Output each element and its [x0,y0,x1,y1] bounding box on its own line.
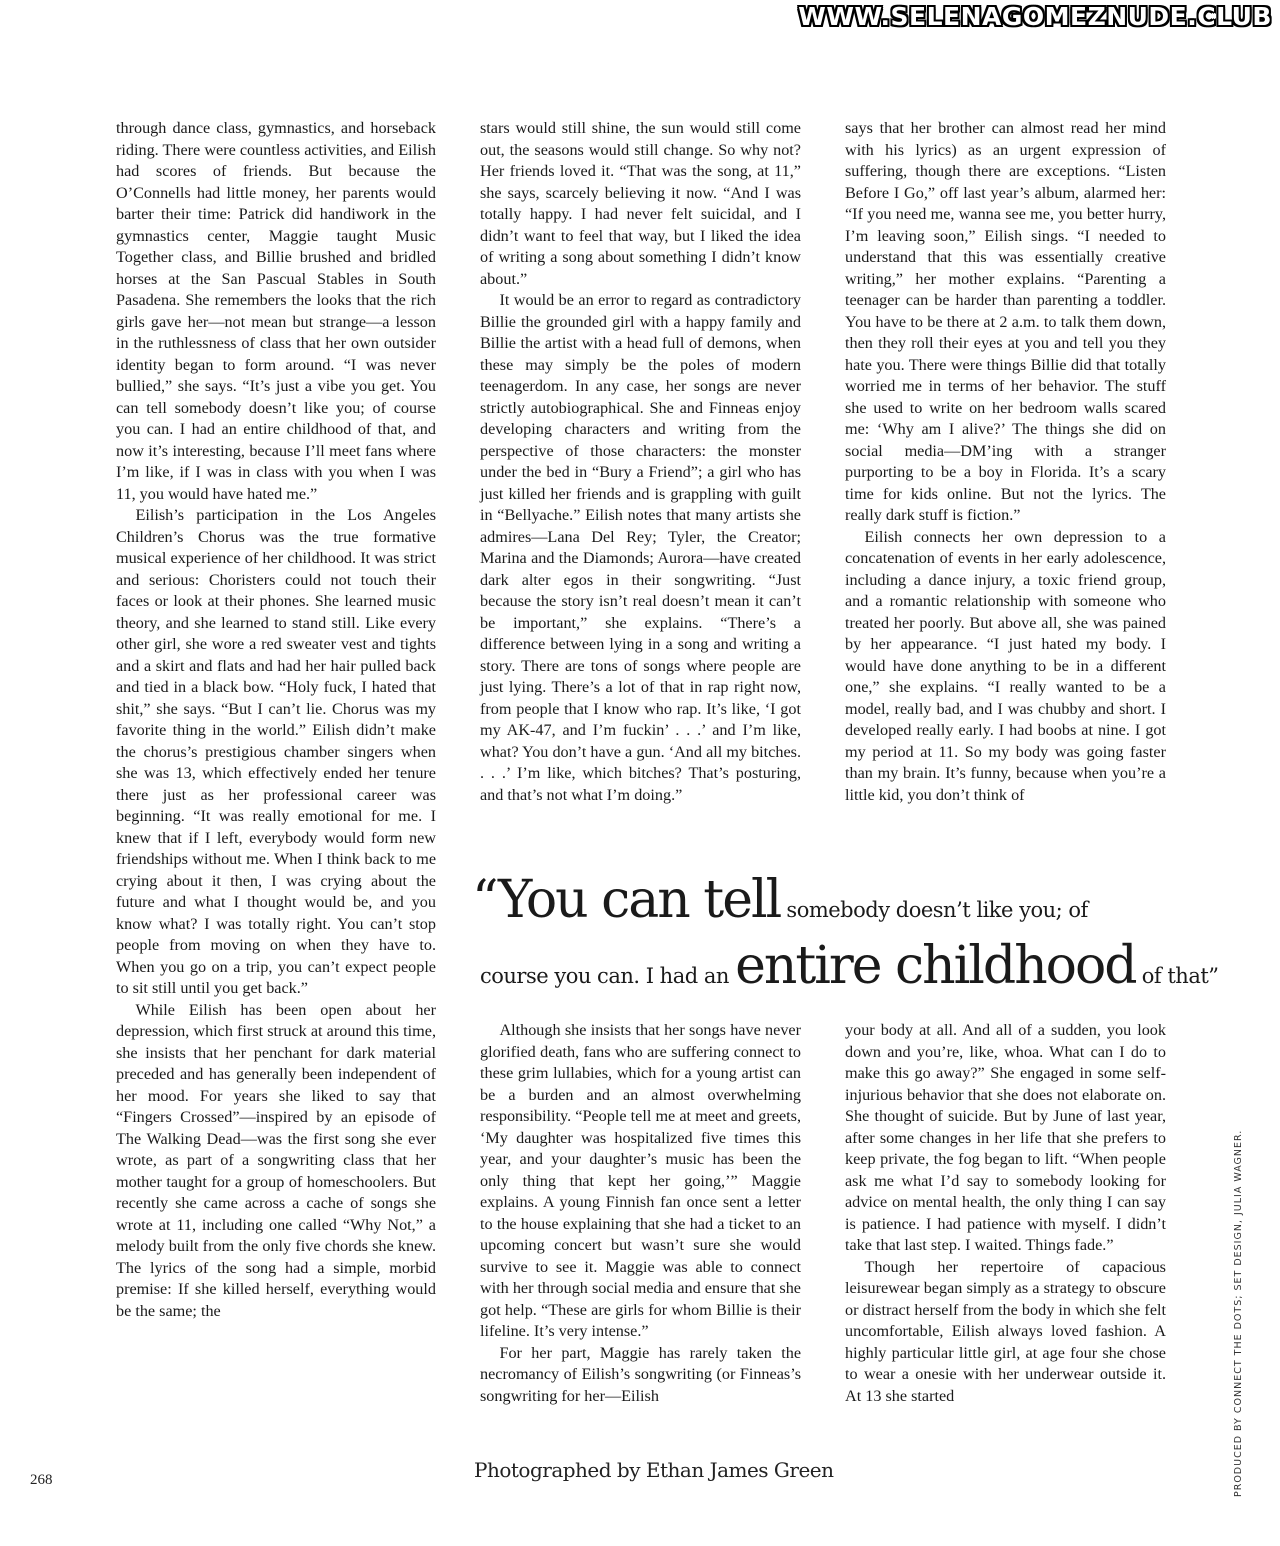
paragraph: your body at all. And all of a sudden, you look down and you’re, like, whoa. What can I do to make this go away?” She engaged in some self-injurious behavior that she does not elaborate on. She thought of suicide. But by June of last year, after some changes in her life that she prefers to keep private, the fog began to lift. “When people ask me what I’d say to somebody looking for advice on mental health, the only thing I can say is patience. I had patience with myself. I didn’t take that last step. I waited. Things fade.” [845,1021,1166,1254]
paragraph: stars would still shine, the sun would still come out, the seasons would still change. So why not? Her friends loved it. “That was the song, at 11,” she says, scarcely believing it now. “And I was totally happy. I had never felt suicidal, and I didn’t want to feel that way, but I liked the idea of writing a song about something I didn’t know about.” [480,119,801,288]
pull-quote-line-1 [472,870,1088,930]
paragraph: It would be an error to regard as contradictory Billie the grounded girl with a happy family and Billie the artist with a head full of demons, when these may simply be the poles of modern teenagerdom. In any case, her songs are never strictly autobiographical. She and Finneas enjoy developing characters and writing from the perspective of those characters: the monster under the bed in “Bury a Friend”; a girl who has just killed her friends and is grappling with guilt in “Bellyache.” Eilish notes that many artists she admires—Lana Del Rey; Tyler, the Creator; Marina and the Diamonds; Aurora—have created dark alter egos in their songwriting. “Just because the story isn’t real doesn’t mean it can’t be important,” she explains. “There’s a difference between lying in a song and writing a story. There are tons of songs where people are just lying. There’s a lot of that in rap right now, from people that I know who rap. It’s like, ‘I got my AK-47, and I’m fuckin’ . . .’ and I’m like, what? You don’t have a gun. ‘And all my bitches. . . .’ I’m like, which bitches? That’s posturing, and that’s not what I’m doing.” [480,291,801,804]
paragraph: For her part, Maggie has rarely taken the necromancy of Eilish’s songwriting (or Finneas’s songwriting for her—Eilish [480,1343,801,1405]
article-column-2 [480,118,801,853]
paragraph: Eilish connects her own depression to a concatenation of events in her early adolescence, including a dance injury, a toxic friend group, and a romantic relationship with someone who treated her poorly. But above all, she was pained by her appearance. “I just hated my body. I would have done anything to be in a different one,” she explains. “I really wanted to be a model, really bad, and I was chubby and short. I developed really early. I had boobs at nine. I got my period at 11. So my body was going faster than my brain. It’s funny, because when you’re a little kid, you don’t think of [845,527,1166,804]
paragraph: Although she insists that her songs have never glorified death, fans who are suffering connect to these grim lullabies, which for a young artist can be a burden and an almost overwhelming responsibility. “People tell me at meet and greets, ‘My daughter was hospitalized five times this year, and your daughter’s music has been the only thing that kept her going,’” Maggie explains. A young Finnish fan once sent a letter to the house explaining that she had a ticket to an upcoming concert but wasn’t sure she would survive to see it. Maggie was able to connect with her through social media and ensure that she got help. “These are girls for whom Billie is their lifeline. It’s very intense.” [480,1021,801,1340]
pull-quote-text: of that” [1135,964,1219,988]
pull-quote-emphasis: “You can tell [472,870,781,930]
pull-quote-line-2 [480,936,1219,996]
photo-credit: Photographed by Ethan James Green [474,1458,834,1482]
paragraph: Eilish’s participation in the Los Angeles Children’s Chorus was the true formative musical experience of her childhood. It was strict and serious: Choristers could not touch their faces or look at their phones. She learned music theory, and she learned to stand still. Like every other girl, she wore a red sweater vest and tights and a skirt and flats and had her hair pulled back and tied in a black bow. “Holy fuck, I hated that shit,” she says. “But I can’t lie. Chorus was my favorite thing in the world.” Eilish didn’t make the chorus’s prestigious chamber singers when she was 13, which effectively ended her tenure there just as her professional career was beginning. “It was really emotional for me. I knew that if I left, everybody would form new friendships without me. When I think back to me crying about it then, I was crying about the future and what I thought would be, and you know what? I was totally right. You can’t stop people from moving on when they have to. When you go on a trip, you can’t expect people to sit still until you get back.” [116,506,436,997]
article-column-2-lower [480,1020,801,1450]
article-column-3-lower [845,1020,1166,1450]
production-credit: PRODUCED BY CONNECT THE DOTS; SET DESIGN, JULIA WAGNER. [1233,1129,1244,1497]
page-number: 268 [30,1472,53,1488]
pull-quote-text: course you can. I had an [480,964,736,988]
pull-quote-emphasis: entire childhood [735,936,1136,996]
article-column-1 [116,118,436,1450]
paragraph: Though her repertoire of capacious leisurewear began simply as a strategy to obscure or distract herself from the body in which she felt uncomfortable, Eilish always loved fashion. A highly particular little girl, at age four she chose to wear a onesie with her underwear outside it. At 13 she started [845,1257,1166,1405]
paragraph: says that her brother can almost read her mind with his lyrics) as an urgent expression of suffering, though there are exceptions. “Listen Before I Go,” off last year’s album, alarmed her: “If you need me, wanna see me, you better hurry, I’m leaving soon,” Eilish sings. “I needed to understand that this was essentially creative writing,” her mother explains. “Parenting a teenager can be harder than parenting a toddler. You have to be there at 2 a.m. to talk them down, then they roll their eyes at you and tell you they hate you. There were things Billie did that totally worried me in terms of her behavior. The stuff she used to write on her bedroom walls scared me: ‘Why am I alive?’ The things she did on social media—DM’ing with a stranger purporting to be a boy in Florida. It’s a scary time for kids online. But not the lyrics. The really dark stuff is fiction.” [845,119,1166,524]
paragraph: through dance class, gymnastics, and horseback riding. There were countless activities, and Eilish had scores of friends. But because the O’Connells had little money, her parents would barter their time: Patrick did handiwork in the gymnastics center, Maggie taught Music Together class, and Billie brushed and bridled horses at the San Pascual Stables in South Pasadena. She remembers the looks that the rich girls gave her—not mean but strange—a lesson in the ruthlessness of class that her own outsider identity began to form around. “I was never bullied,” she says. “It’s just a vibe you get. You can tell somebody doesn’t like you; of course you can. I had an entire childhood of that, and now it’s interesting, because I’ll meet fans where I’m like, if I was in class with you when I was 11, you would have hated me.” [116,119,436,503]
pull-quote-text: somebody doesn’t like you; of [780,898,1088,922]
watermark: WWW.SELENAGOMEZNUDE.CLUB [798,2,1272,31]
article-column-3 [845,118,1166,853]
paragraph: While Eilish has been open about her depression, which first struck at around this time, she insists that her penchant for dark material preceded and has generally been independent of her mood. For years she liked to say that “Fingers Crossed”—inspired by an episode of The Walking Dead—was the first song she ever wrote, as part of a songwriting class that her mother taught for a group of homeschoolers. But recently she came across a cache of songs she wrote at 11, including one called “Why Not,” a melody built from the only five chords she knew. The lyrics of the song had a simple, morbid premise: If she killed herself, everything would be the same; the [116,1000,436,1320]
